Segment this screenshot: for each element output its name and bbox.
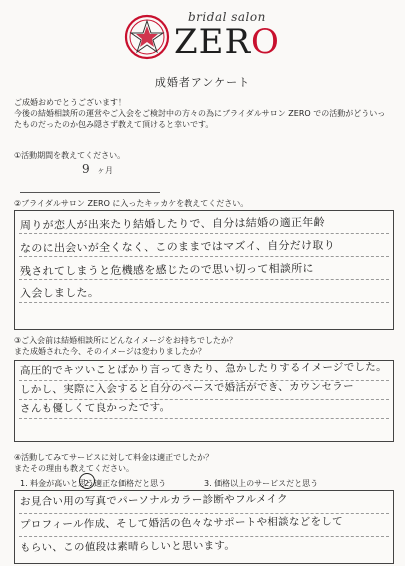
logo	[120, 6, 290, 70]
logo-name-main: ZER	[174, 22, 252, 62]
question-3	[14, 335, 237, 357]
answer-2-line: なのに出会いが全くなく、このままではマズイ、自分だけ取り	[19, 238, 336, 255]
document-title: 成婚者アンケート	[154, 76, 251, 89]
selected-option-circle	[79, 473, 95, 489]
logo-emblem-icon	[124, 14, 170, 60]
option-2[interactable]: 2. 適正な価格だと思う	[84, 479, 167, 488]
question-1: ①活動期間を教えてください。	[14, 151, 126, 160]
answer-1-unit: ヶ月	[97, 166, 113, 175]
question-3-line: また成婚された今、そのイメージは変わりましたか？	[14, 347, 206, 356]
answer-2-line: 周りが恋人が出来たり結婚したりで、自分は結婚の適正年齢	[19, 215, 325, 232]
option-3[interactable]: 3. 価格以上のサービスだと思う	[204, 479, 319, 488]
intro-line: 今後の結婚相談所の運営やご入会をご検討中の方々の為にブライダルサロン ZERO での活動がどういっ	[14, 109, 386, 118]
answer-4-line: お見合い用の写真でパーソナルカラー診断やフルメイク	[19, 493, 288, 508]
answer-1-value: 9	[82, 162, 90, 176]
option-1[interactable]: 1. 料金が高いと思う	[20, 479, 95, 488]
answer-2-line: 入会しました。	[19, 286, 100, 300]
question-4-line: またその理由も教えてください。	[14, 464, 134, 473]
logo-name-accent: O	[251, 22, 280, 62]
question-2: ②ブライダルサロン ZERO に入ったキッカケを教えてください。	[14, 199, 249, 208]
intro-text	[14, 97, 399, 130]
question-4	[14, 452, 213, 474]
question-4-line: ④活動してみてサービスに対して料金は適正でしたか？	[14, 453, 214, 462]
logo-subtitle: bridal salon	[188, 10, 266, 24]
answer-4-line: プロフィール作成、そして婚活の色々なサポートや相談などをして	[19, 515, 344, 531]
answer-4-line: もらい、この値段は素晴らしいと思います。	[19, 539, 236, 554]
intro-line: ご成婚おめでとうございます！	[14, 98, 126, 107]
answer-3-line: 高圧的でキツいことばかり言ってきたり、急かしたりするイメージでした。	[19, 361, 387, 377]
logo-name	[174, 22, 280, 62]
answer-2-line: 残されてしまうと危機感を感じたので思い切って相談所に	[19, 261, 314, 278]
answer-3-line: しかし、実際に入会すると自分のペースで婚活ができ、カウンセラー	[19, 380, 354, 396]
answer-3-line: さんも優しくて良かったです。	[19, 401, 171, 415]
question-3-line: ③ご入会前は結婚相談所にどんなイメージをお持ちでしたか？	[14, 336, 237, 345]
intro-line: たものだったのか包み隠さず教えて頂けると幸いです。	[14, 120, 214, 129]
answer-1-line	[20, 176, 160, 193]
